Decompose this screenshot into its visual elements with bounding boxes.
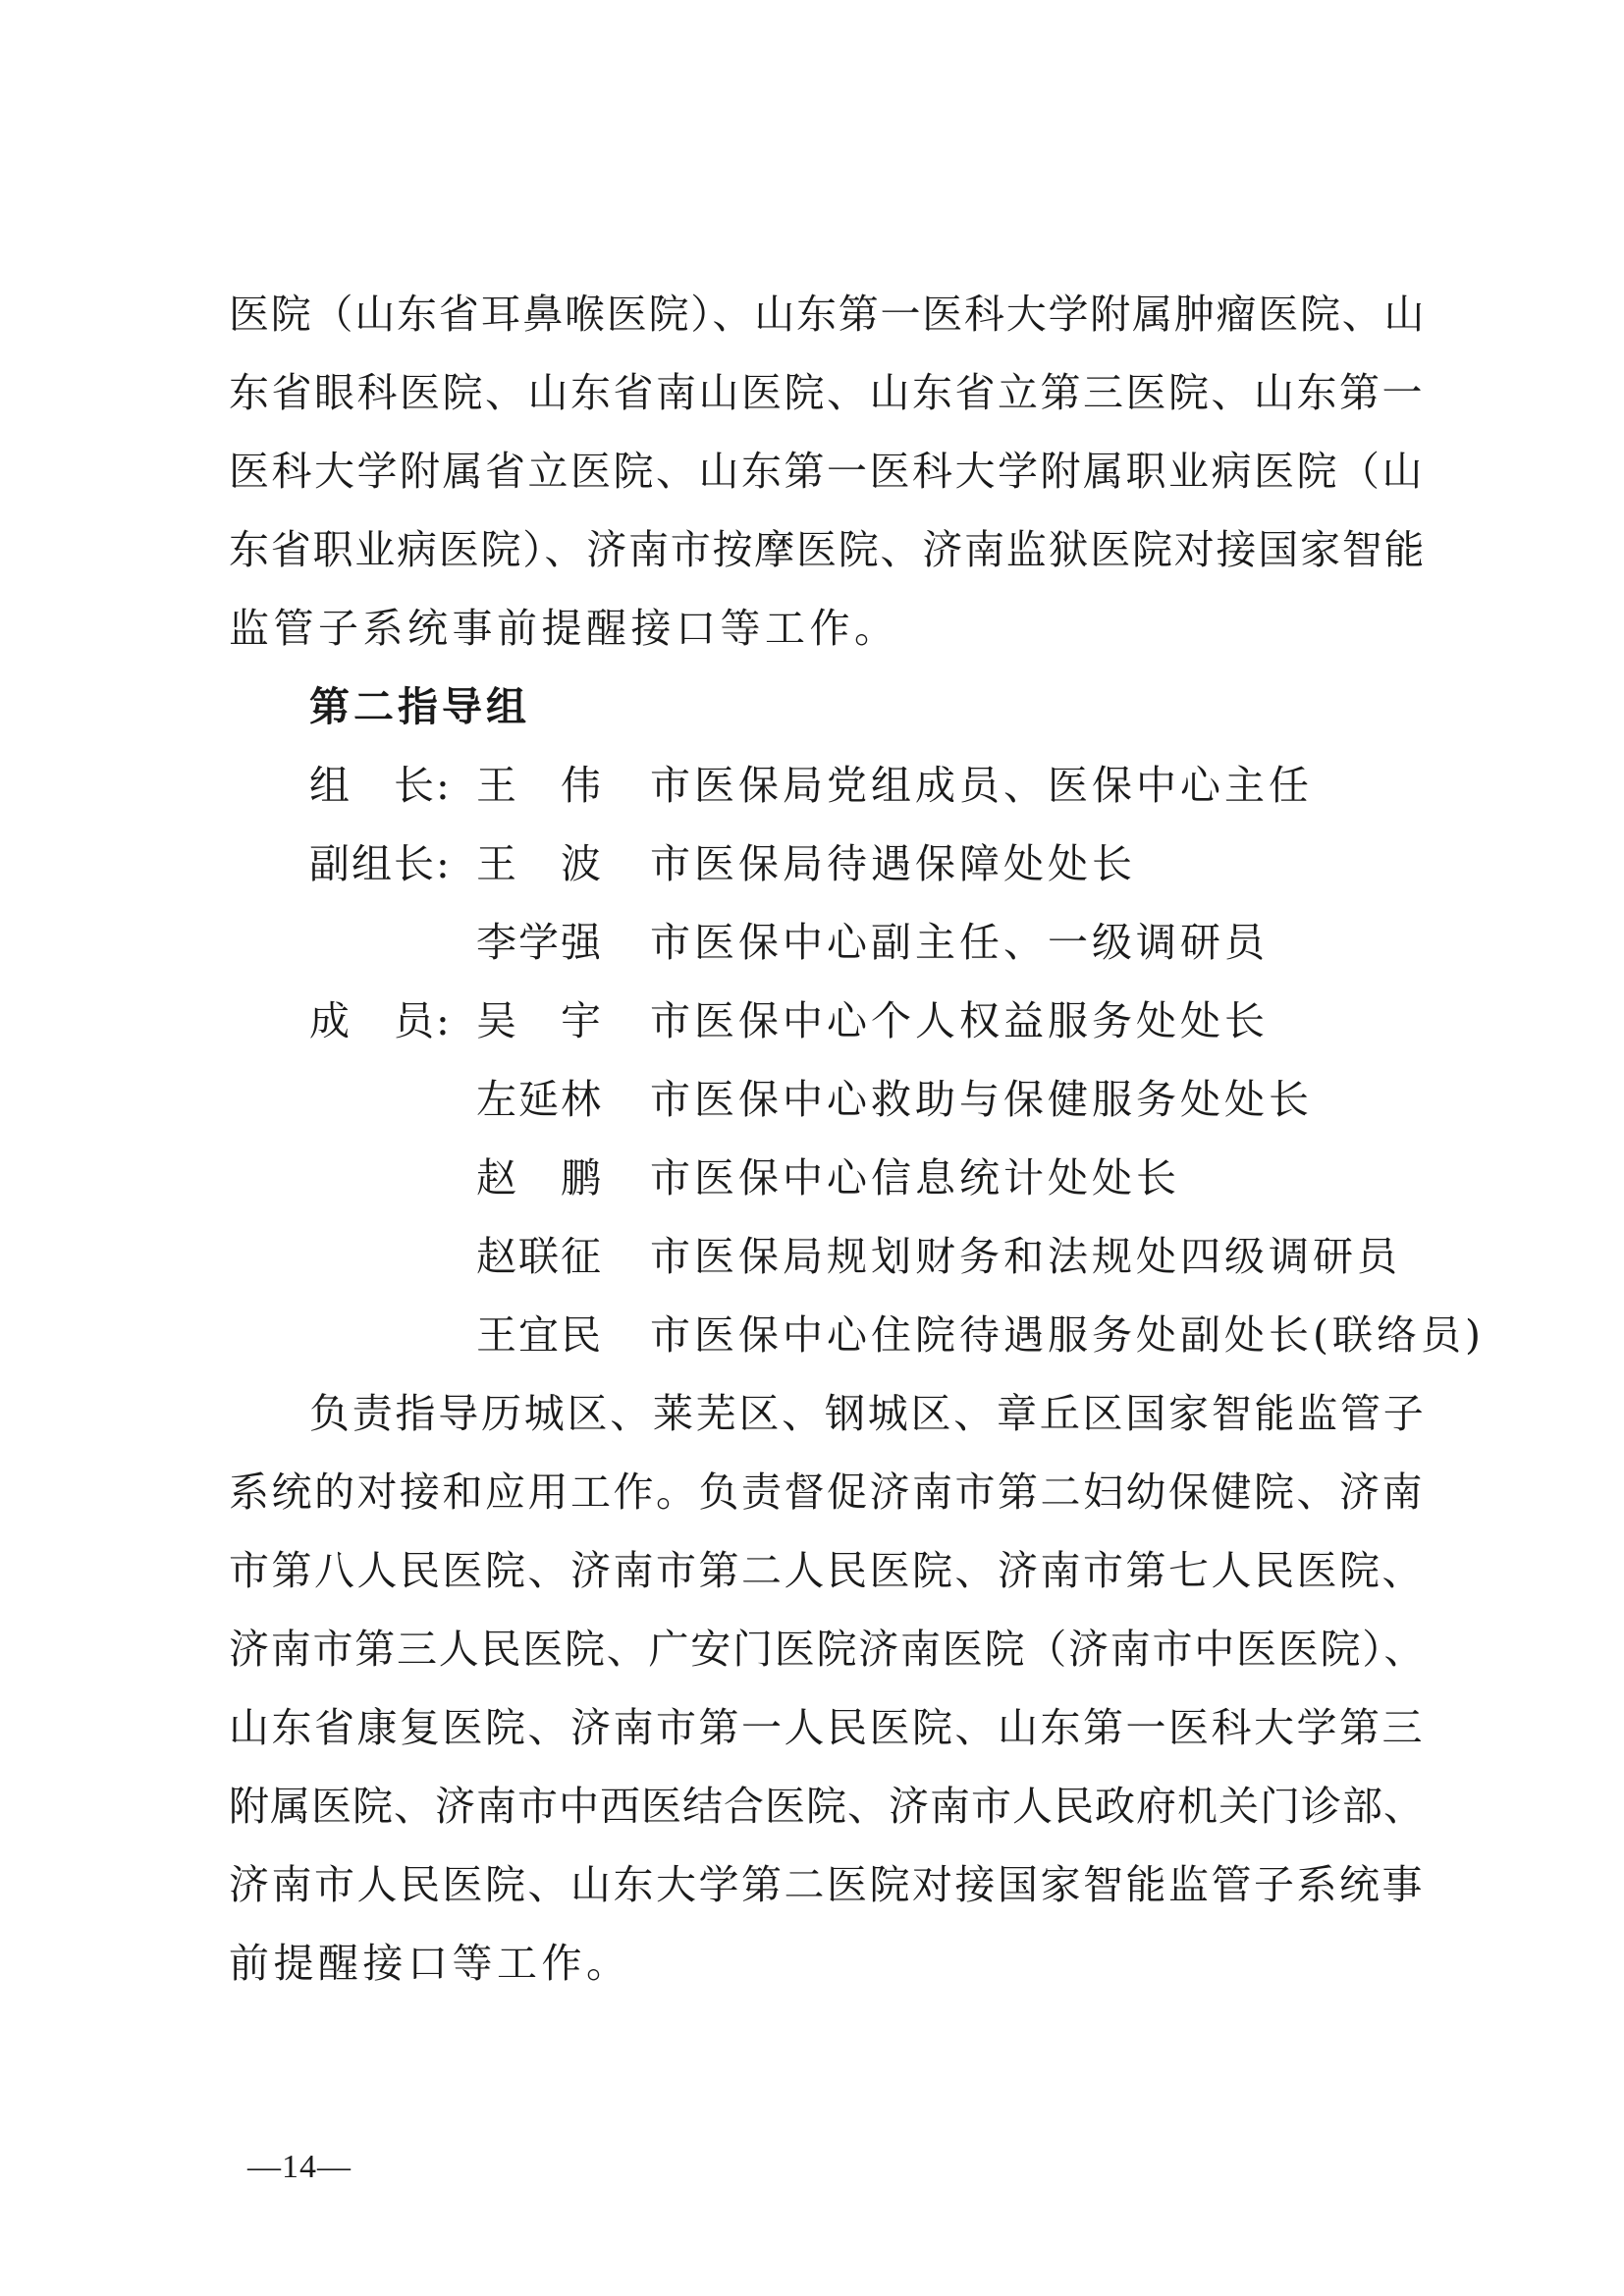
member-name: 赵联征 bbox=[476, 1233, 603, 1280]
paragraph-top-line-2: 东省眼科医院、山东省南山医院、山东省立第三医院、山东第一 bbox=[229, 369, 1425, 416]
member-role: 组 长: bbox=[309, 762, 452, 809]
member-title: 市医保局待遇保障处处长 bbox=[650, 840, 1136, 887]
paragraph-top-line-3: 医科大学附属省立医院、山东第一医科大学附属职业病医院（山 bbox=[229, 448, 1425, 495]
paragraph-top-line-4: 东省职业病医院）、济南市按摩医院、济南监狱医院对接国家智能 bbox=[229, 526, 1427, 573]
member-name: 左延林 bbox=[476, 1076, 603, 1123]
member-name: 赵 鹏 bbox=[476, 1154, 603, 1201]
member-title: 市医保中心信息统计处处长 bbox=[650, 1154, 1180, 1201]
group-heading: 第二指导组 bbox=[309, 683, 530, 730]
paragraph-bottom-line-6: 附属医院、济南市中西医结合医院、济南市人民政府机关门诊部、 bbox=[229, 1783, 1425, 1830]
member-title: 市医保中心住院待遇服务处副处长(联络员) bbox=[650, 1311, 1485, 1359]
member-name: 王宜民 bbox=[476, 1311, 603, 1359]
member-role: 成 员: bbox=[309, 997, 452, 1044]
paragraph-bottom-line-8: 前提醒接口等工作。 bbox=[229, 1940, 631, 1987]
paragraph-bottom-line-1: 负责指导历城区、莱芜区、钢城区、章丘区国家智能监管子 bbox=[309, 1390, 1427, 1437]
member-name: 李学强 bbox=[476, 919, 603, 966]
paragraph-bottom-line-2: 系统的对接和应用工作。负责督促济南市第二妇幼保健院、济南 bbox=[229, 1468, 1425, 1516]
member-title: 市医保中心救助与保健服务处处长 bbox=[650, 1076, 1313, 1123]
paragraph-bottom-line-3: 市第八人民医院、济南市第二人民医院、济南市第七人民医院、 bbox=[229, 1547, 1425, 1594]
member-role: 副组长: bbox=[309, 840, 452, 887]
member-title: 市医保局党组成员、医保中心主任 bbox=[650, 762, 1313, 809]
member-title: 市医保局规划财务和法规处四级调研员 bbox=[650, 1233, 1401, 1280]
member-title: 市医保中心个人权益服务处处长 bbox=[650, 997, 1269, 1044]
member-name: 王 波 bbox=[476, 840, 603, 887]
paragraph-top-line-1: 医院（山东省耳鼻喉医院）、山东第一医科大学附属肿瘤医院、山 bbox=[229, 291, 1427, 338]
page-number: —14— bbox=[247, 2149, 352, 2185]
paragraph-bottom-line-5: 山东省康复医院、济南市第一人民医院、山东第一医科大学第三 bbox=[229, 1704, 1425, 1751]
paragraph-top-line-5: 监管子系统事前提醒接口等工作。 bbox=[229, 605, 899, 652]
member-name: 王 伟 bbox=[476, 762, 603, 809]
paragraph-bottom-line-7: 济南市人民医院、山东大学第二医院对接国家智能监管子系统事 bbox=[229, 1861, 1425, 1908]
member-title: 市医保中心副主任、一级调研员 bbox=[650, 919, 1269, 966]
paragraph-bottom-line-4: 济南市第三人民医院、广安门医院济南医院（济南市中医医院）、 bbox=[229, 1626, 1427, 1673]
member-name: 吴 宇 bbox=[476, 997, 603, 1044]
